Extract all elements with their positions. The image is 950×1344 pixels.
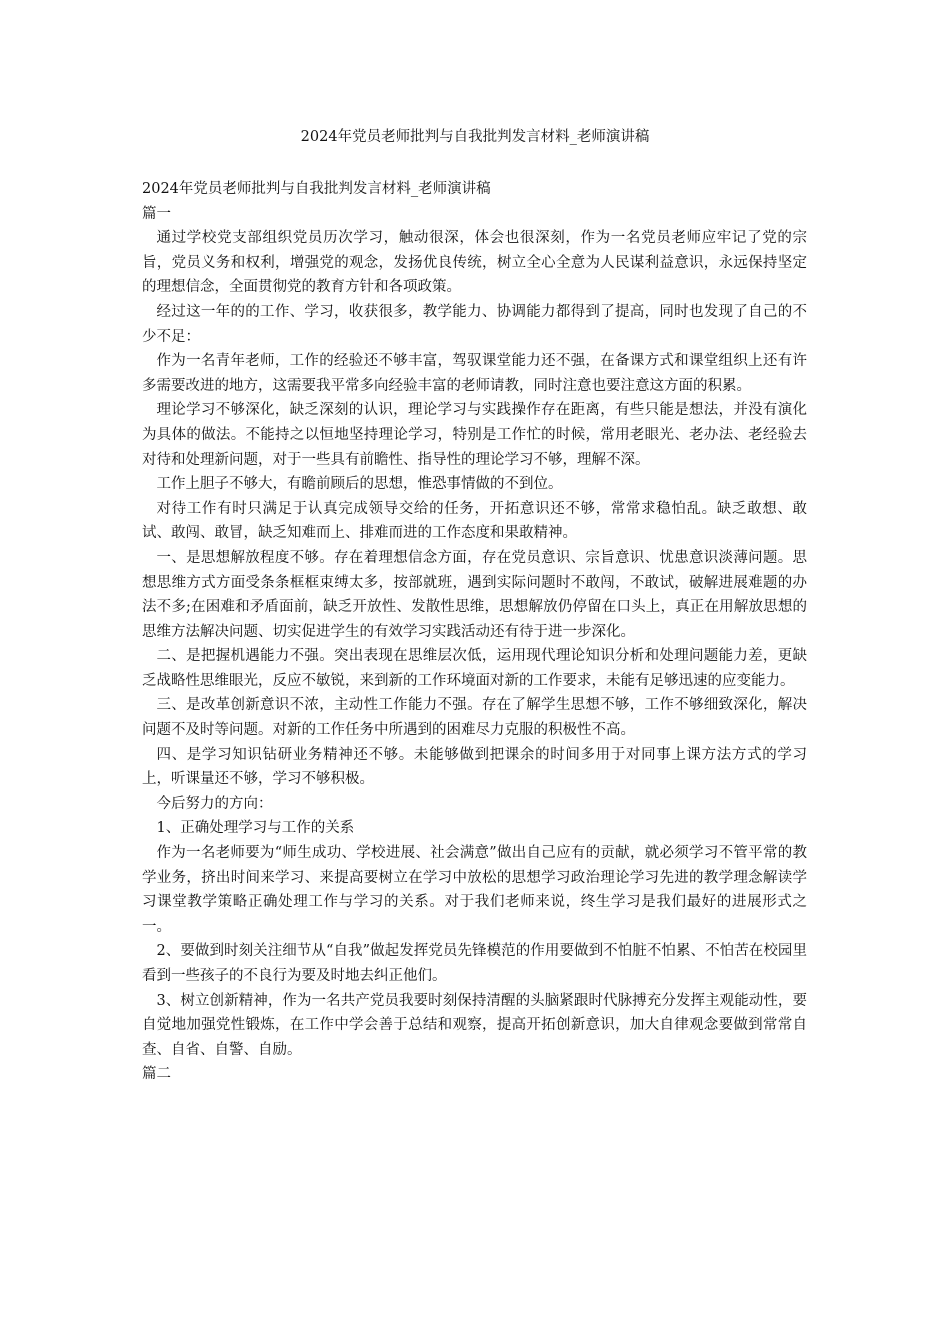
paragraph: 2、要做到时刻关注细节从“自我”做起发挥党员先锋模范的作用要做到不怕脏不怕累、不怕苦在校园里看到一些孩子的不良行为要及时地去纠正他们。 <box>142 943 807 984</box>
paragraph: 四、是学习知识钻研业务精神还不够。未能够做到把课余的时间多用于对同事上课方法方式的学习上，听课量还不够，学习不够积极。 <box>142 746 807 788</box>
section-label-1: 篇一 <box>142 205 171 222</box>
paragraph: 3、树立创新精神，作为一名共产党员我要时刻保持清醒的头脑紧跟时代脉搏充分发挥主观能动性，要自觉地加强党性锻炼，在工作中学会善于总结和观察，提高开拓创新意识，加大自律观念要做到常常自查、自省、自警、自励。 <box>142 992 807 1058</box>
paragraph: 一、是思想解放程度不够。存在着理想信念方面，存在党员意识、宗旨意识、忧患意识淡薄问题。思想思维方式方面受条条框框束缚太多，按部就班，遇到实际问题时不敢闯，不敢试，破解进展难题的办法不多;在困难和矛盾面前，缺乏开放性、发散性思维，思想解放仍停留在口头上，真正在用解放思想的思维方法解决问题、切实促进学生的有效学习实践活动还有待于进一步深化。 <box>142 549 807 640</box>
paragraph: 通过学校党支部组织党员历次学习，触动很深，体会也很深刻，作为一名党员老师应牢记了党的宗旨，党员义务和权利，增强党的观念，发扬优良传统，树立全心全意为人民谋利益意识，永远保持坚定的理想信念，全面贯彻党的教育方针和各项政策。 <box>142 230 807 296</box>
document-subtitle: 2024年党员老师批判与自我批判发言材料_老师演讲稿 <box>142 181 491 197</box>
paragraph: 工作上胆子不够大，有瞻前顾后的思想，惟恐事情做的不到位。 <box>156 476 563 493</box>
paragraph: 今后努力的方向： <box>156 795 273 812</box>
paragraph: 作为一名青年老师，工作的经验还不够丰富，驾驭课堂能力还不强，在备课方式和课堂组织上还有许多需要改进的地方，这需要我平常多向经验丰富的老师请教，同时注意也要注意这方面的积累。 <box>142 353 807 394</box>
paragraph: 对待工作有时只满足于认真完成领导交给的任务，开拓意识还不够，常常求稳怕乱。缺乏敢想、敢试、敢闯、敢冒，缺乏知难而上、排难而进的工作态度和果敢精神。 <box>142 500 807 542</box>
paragraph: 作为一名老师要为“师生成功、学校进展、社会满意”做出自己应有的贡献，就必须学习不管平常的教学业务，挤出时间来学习、来提高要树立在学习中放松的思想学习政治理论学习先进的教学理念解读学习课堂教学策略正确处理工作与学习的关系。对于我们老师来说，终生学习是我们最好的进展形式之一。 <box>142 845 807 935</box>
paragraph: 理论学习不够深化，缺乏深刻的认识，理论学习与实践操作存在距离，有些只能是想法，并没有演化为具体的做法。不能持之以恒地坚持理论学习，特别是工作忙的时候，常用老眼光、老办法、老经验去对待和处理新问题，对于一些具有前瞻性、指导性的理论学习不够，理解不深。 <box>142 402 807 468</box>
section-label-2: 篇二 <box>142 1066 171 1083</box>
paragraph: 1、正确处理学习与工作的关系 <box>156 820 355 837</box>
paragraph: 三、是改革创新意识不浓，主动性工作能力不强。存在了解学生思想不够，工作不够细致深化，解决问题不及时等问题。对新的工作任务中所遇到的困难尽力克服的积极性不高。 <box>142 697 807 739</box>
paragraph: 经过这一年的的工作、学习，收获很多，教学能力、协调能力都得到了提高，同时也发现了自己的不少不足： <box>142 303 807 345</box>
paragraph: 二、是把握机遇能力不强。突出表现在思维层次低，运用现代理论知识分析和处理问题能力差，更缺乏战略性思维眼光，反应不敏锐，来到新的工作环境面对新的工作要求，未能有足够迅速的应变能力。 <box>142 648 807 689</box>
document-title: 2024年党员老师批判与自我批判发言材料_老师演讲稿 <box>300 129 650 145</box>
document-body <box>142 177 807 1087</box>
